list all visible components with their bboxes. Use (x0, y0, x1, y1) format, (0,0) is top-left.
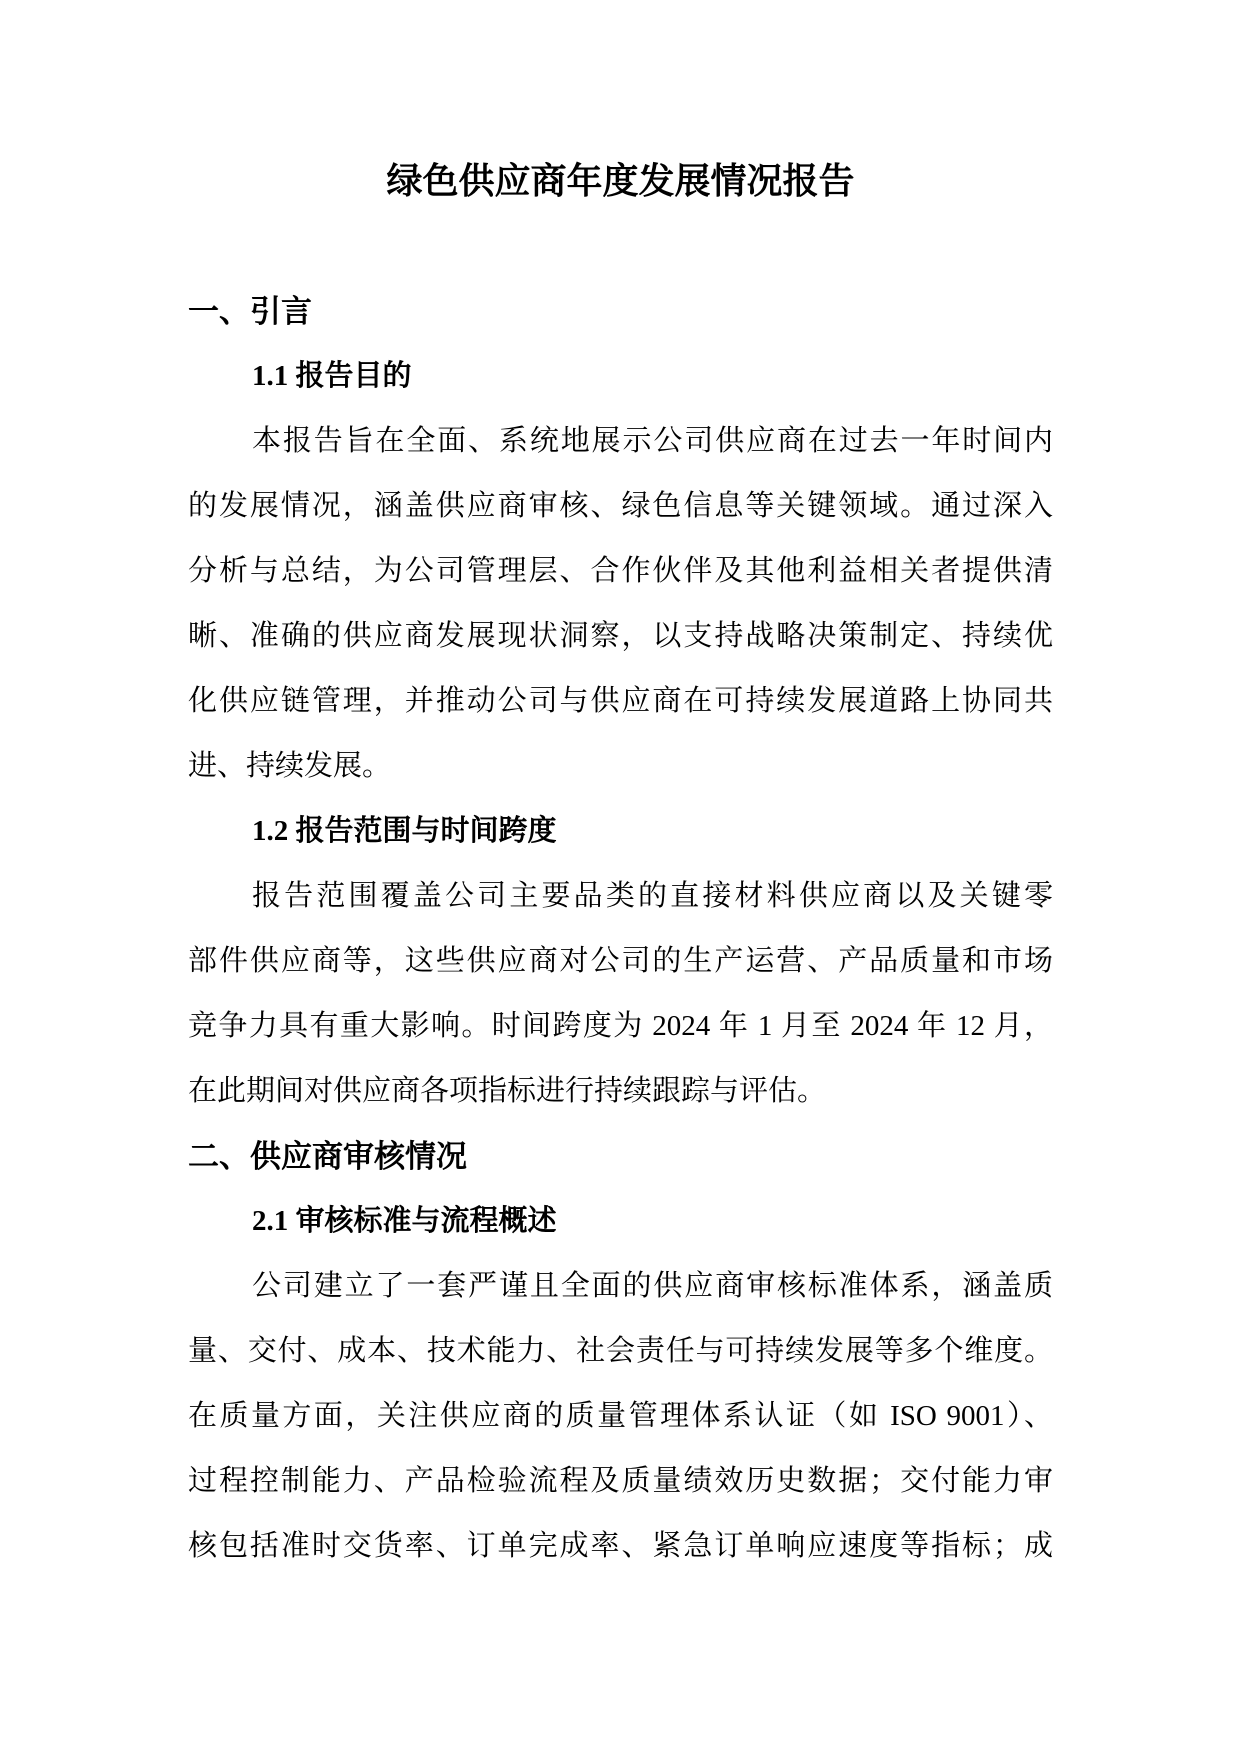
body-text-line: 分析与总结，为公司管理层、合作伙伴及其他利益相关者提供清 (188, 555, 1053, 587)
subsection-heading: 2.1 审核标准与流程概述 (252, 1205, 557, 1237)
section-heading: 二、供应商审核情况 (188, 1139, 467, 1174)
subsection-heading: 1.2 报告范围与时间跨度 (252, 815, 557, 847)
body-text-line: 晰、准确的供应商发展现状洞察，以支持战略决策制定、持续优 (188, 620, 1053, 652)
body-text-line: 在质量方面，关注供应商的质量管理体系认证（如 ISO 9001）、 (188, 1400, 1053, 1432)
document-content (188, 149, 1053, 1579)
body-text-line: 竞争力具有重大影响。时间跨度为 2024 年 1 月至 2024 年 12 月， (188, 1010, 1053, 1042)
body-text-line: 核包括准时交货率、订单完成率、紧急订单响应速度等指标；成 (188, 1530, 1053, 1562)
body-text-line: 过程控制能力、产品检验流程及质量绩效历史数据；交付能力审 (188, 1465, 1053, 1497)
body-text-line: 量、交付、成本、技术能力、社会责任与可持续发展等多个维度。 (188, 1335, 1053, 1367)
body-text-line: 进、持续发展。 (188, 750, 392, 782)
body-text-line: 化供应链管理，并推动公司与供应商在可持续发展道路上协同共 (188, 685, 1053, 717)
body-text-line: 公司建立了一套严谨且全面的供应商审核标准体系，涵盖质 (252, 1270, 1053, 1302)
subsection-heading: 1.1 报告目的 (252, 360, 412, 392)
document-lines (188, 279, 1053, 1579)
body-text-line: 在此期间对供应商各项指标进行持续跟踪与评估。 (188, 1075, 827, 1107)
document-title: 绿色供应商年度发展情况报告 (386, 161, 855, 201)
body-text-line: 部件供应商等，这些供应商对公司的生产运营、产品质量和市场 (188, 945, 1053, 977)
section-heading: 一、引言 (188, 294, 312, 329)
body-text-line: 报告范围覆盖公司主要品类的直接材料供应商以及关键零 (252, 880, 1053, 912)
body-text-line: 的发展情况，涵盖供应商审核、绿色信息等关键领域。通过深入 (188, 490, 1053, 522)
body-text-line: 本报告旨在全面、系统地展示公司供应商在过去一年时间内 (252, 425, 1053, 457)
